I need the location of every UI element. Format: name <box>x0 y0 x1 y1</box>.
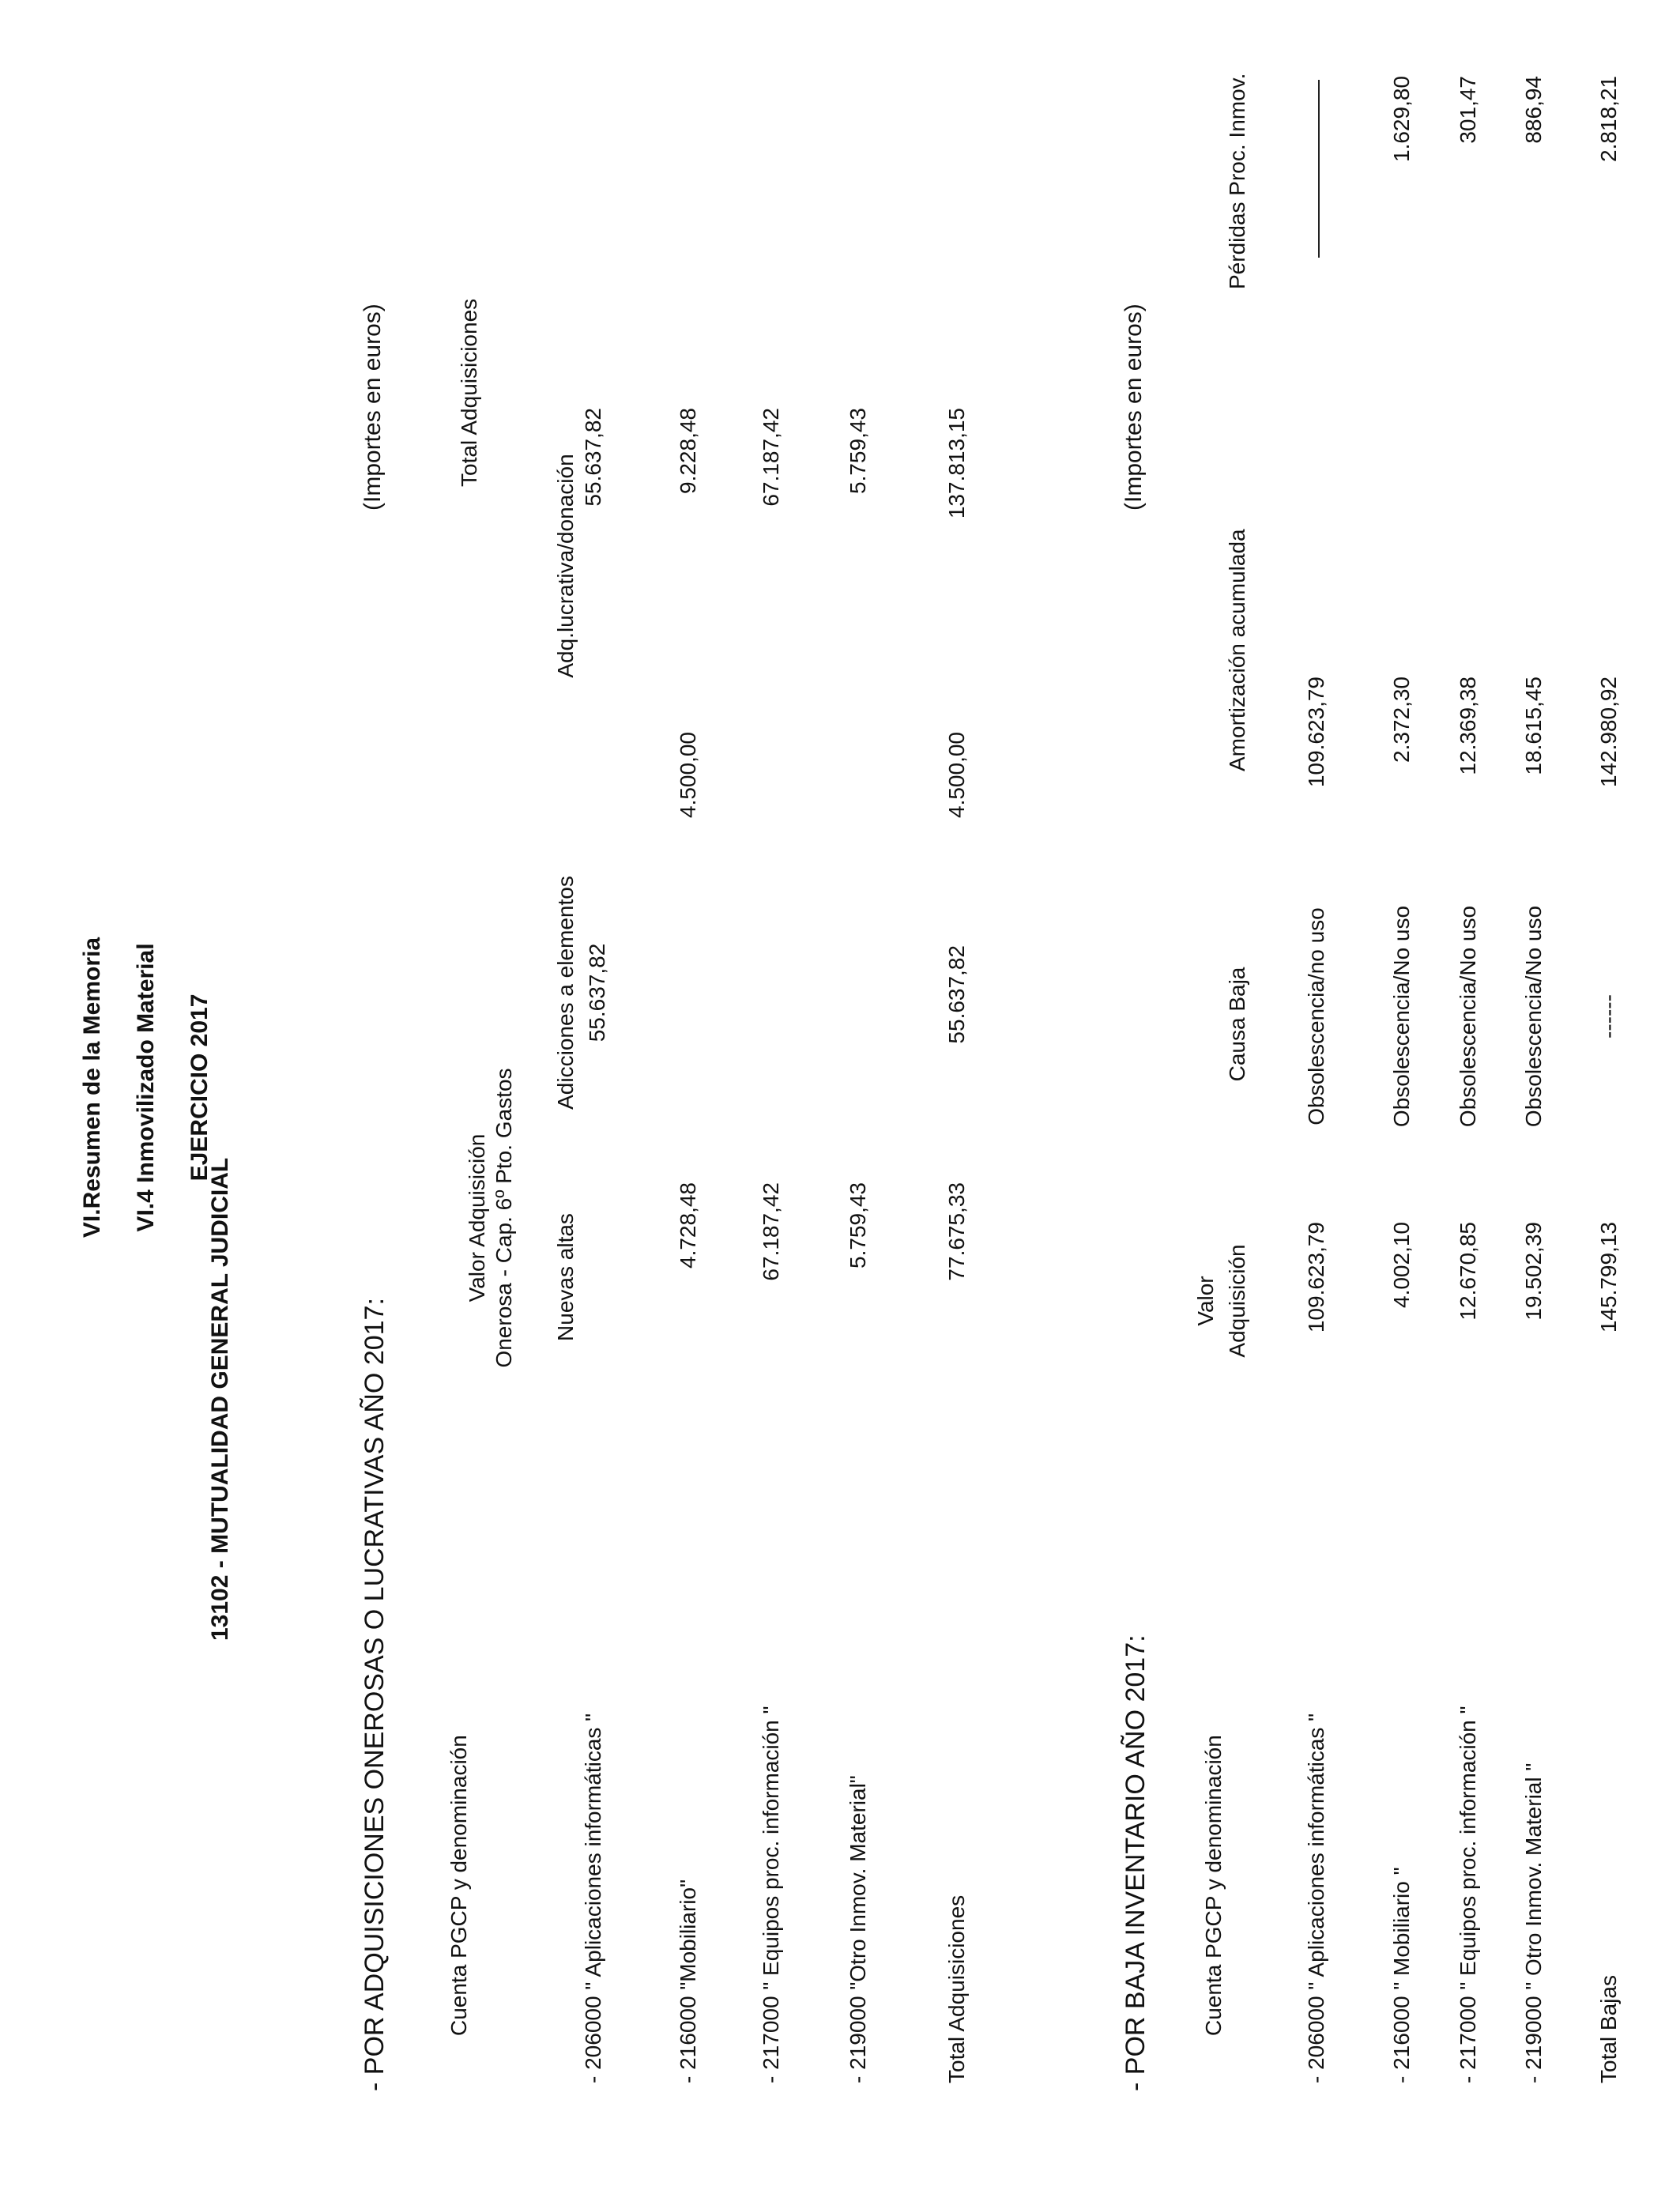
valor-total: 145.799,13 <box>1596 1222 1621 1333</box>
column-header-causa: Causa Baja <box>1225 967 1249 1082</box>
totals-label: Total Adquisiciones <box>944 1894 969 2083</box>
amort-total: 142.980,92 <box>1596 677 1621 788</box>
account-label: - 206000 " Aplicaciones informáticas " <box>581 1713 605 2083</box>
column-header-total: Total Adquisiciones <box>457 298 481 487</box>
column-header-lucrativa: Adq.lucrativa/donación <box>553 454 578 678</box>
totals-label: Total Bajas <box>1596 1975 1621 2083</box>
perdidas-total: 2.818,21 <box>1596 76 1621 162</box>
report-title: VI.Resumen de la Memoria <box>79 937 105 1238</box>
column-header-nuevas-altas: Nuevas altas <box>553 1213 578 1341</box>
account-label: - 216000 " Mobiliario " <box>1389 1867 1414 2083</box>
nuevas-value: 5.759,43 <box>846 1182 870 1269</box>
adiciones-total: 55.637,82 <box>944 945 969 1044</box>
amort-value: 12.369,38 <box>1456 677 1480 775</box>
account-label: - 206000 " Aplicaciones informáticas " <box>1304 1713 1328 2083</box>
column-group-header-onerosa: Onerosa - Cap. 6º Pto. Gastos <box>492 1068 516 1368</box>
total-total: 137.813,15 <box>944 408 969 519</box>
total-value: 55.637,82 <box>581 408 605 507</box>
account-label: - 219000 " Otro Inmov. Material " <box>1521 1762 1546 2083</box>
perdidas-value: 886,94 <box>1521 76 1546 144</box>
fiscal-year: EJERCICIO 2017 <box>186 993 213 1182</box>
section-heading-bajas: - POR BAJA INVENTARIO AÑO 2017: <box>1121 1634 1151 2091</box>
column-header-perdidas: Pérdidas Proc. Inmov. <box>1225 73 1249 289</box>
causa-value: Obsolescencia/No uso <box>1521 905 1546 1128</box>
section-heading-adquisiciones: - POR ADQUISICIONES ONEROSAS O LUCRATIVAS AÑO 2017: <box>360 1298 390 2091</box>
valor-value: 4.002,10 <box>1389 1222 1414 1308</box>
nuevas-value: 4.728,48 <box>676 1182 700 1269</box>
causa-total: ------ <box>1596 994 1621 1039</box>
column-header-valor: Valor <box>1193 1276 1218 1326</box>
nuevas-total: 77.675,33 <box>944 1182 969 1281</box>
causa-value: Obsolescencia/no uso <box>1304 907 1328 1125</box>
nuevas-value: 67.187,42 <box>759 1182 783 1281</box>
amort-value: 18.615,45 <box>1521 677 1546 775</box>
account-label: - 217000 " Equipos proc. información " <box>759 1706 783 2083</box>
lucrativa-value: 4.500,00 <box>676 732 700 818</box>
account-label: - 216000 "Mobiliario" <box>676 1879 700 2083</box>
perdidas-value: 301,47 <box>1456 76 1480 144</box>
valor-value: 12.670,85 <box>1456 1222 1480 1321</box>
total-value: 9.228,48 <box>676 408 700 494</box>
account-label: - 217000 " Equipos proc. información " <box>1456 1706 1480 2083</box>
perdidas-value: 1.629,80 <box>1389 76 1414 162</box>
column-header-adiciones-value: 55.637,82 <box>585 943 609 1042</box>
column-header-adquisicion: Adquisición <box>1225 1244 1249 1358</box>
column-group-header-valor: Valor Adquisición <box>465 1133 489 1302</box>
column-header-account: Cuenta PGCP y denominación <box>1201 1735 1226 2036</box>
column-header-account: Cuenta PGCP y denominación <box>446 1735 471 2036</box>
causa-value: Obsolescencia/No uso <box>1389 905 1414 1128</box>
amort-value: 2.372,30 <box>1389 677 1414 763</box>
column-header-amortizacion: Amortización acumulada <box>1225 529 1249 771</box>
amort-value: 109.623,79 <box>1304 677 1328 788</box>
lucrativa-total: 4.500,00 <box>944 732 969 818</box>
valor-value: 19.502,39 <box>1521 1222 1546 1321</box>
currency-note: (Importes en euros) <box>1121 303 1147 511</box>
column-header-adiciones: Adicciones a elementos <box>553 876 578 1110</box>
causa-value: Obsolescencia/No uso <box>1456 905 1480 1128</box>
account-label: - 219000 "Otro Inmov. Material" <box>846 1775 870 2083</box>
total-value: 67.187,42 <box>759 408 783 507</box>
report-subtitle: VI.4 Inmovilizado Material <box>133 943 159 1232</box>
empty-value-dash <box>1318 80 1320 258</box>
total-value: 5.759,43 <box>846 408 870 494</box>
entity-name: 13102 - MUTUALIDAD GENERAL JUDICIAL <box>207 1157 233 1641</box>
currency-note: (Importes en euros) <box>360 303 386 511</box>
valor-value: 109.623,79 <box>1304 1222 1328 1333</box>
